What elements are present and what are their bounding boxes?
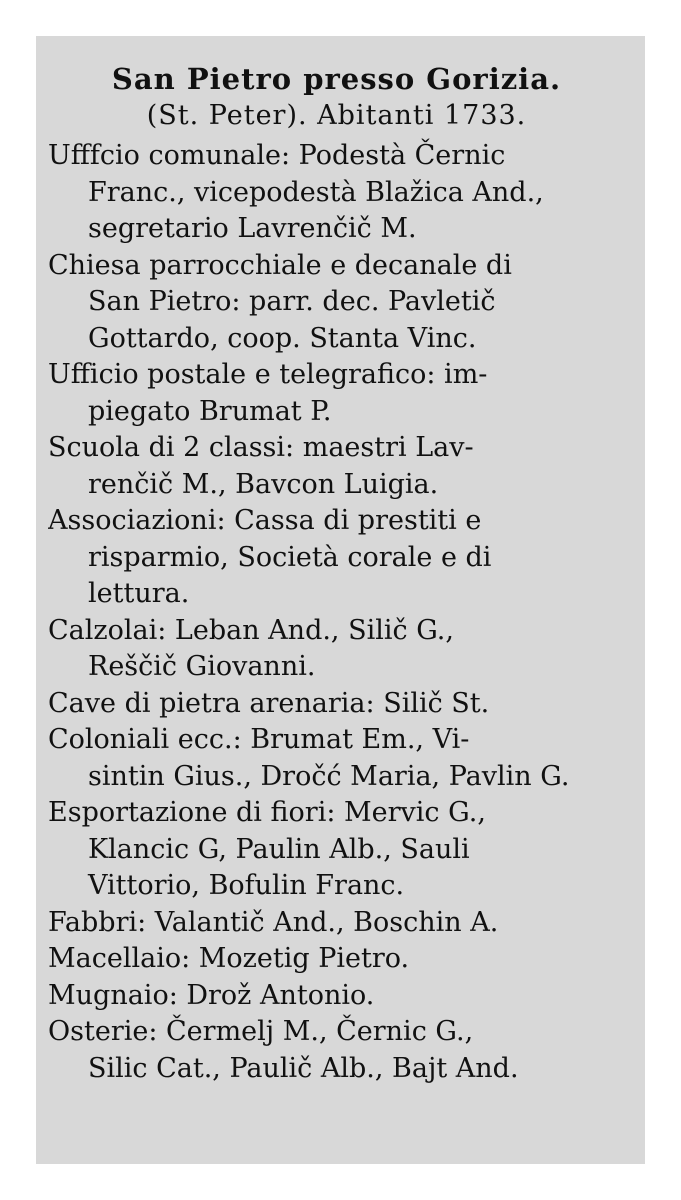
directory-entry xyxy=(48,613,625,686)
entry-line: segretario Lavrenčič M. xyxy=(88,213,417,244)
entry-line: risparmio, Società corale e di xyxy=(88,541,492,573)
scanned-page xyxy=(36,36,645,1164)
entry-line: Macellaio: Mozetig Pietro. xyxy=(48,943,410,974)
entry-line: Reščič Giovanni. xyxy=(88,651,316,682)
entry-line: renčič M., Bavcon Luigia. xyxy=(88,468,439,500)
entry-line: Klancic G, Paulin Alb., Sauli xyxy=(88,833,470,865)
entry-line: piegato Brumat P. xyxy=(88,395,332,427)
entry-line: Coloniali ecc.: Brumat Em., Vi- xyxy=(48,724,470,755)
directory-entry xyxy=(48,686,625,723)
entry-line: Associazioni: Cassa di prestiti e xyxy=(48,505,482,536)
entry-line: Fabbri: Valantič And., Boschin A. xyxy=(48,906,499,938)
directory-entry xyxy=(48,978,625,1015)
entry-line: Mugnaio: Drož Antonio. xyxy=(48,979,375,1011)
entry-line: Esportazione di fiori: Mervic G., xyxy=(48,797,486,828)
page-title: San Pietro presso Gorizia. xyxy=(111,62,562,96)
directory-entry xyxy=(48,138,625,248)
entry-line: Chiesa parrocchiale e decanale di xyxy=(48,249,512,281)
directory-entry xyxy=(48,722,625,795)
entry-line: Ufffcio comunale: Podestà Černic xyxy=(48,140,506,171)
entry-line: sintin Gius., Dročć Maria, Pavlin G. xyxy=(88,760,570,792)
entry-line: lettura. xyxy=(88,578,190,609)
entry-line: Silic Cat., Paulič Alb., Bajt And. xyxy=(88,1052,519,1084)
entry-line: Osterie: Čermelj M., Černic G., xyxy=(48,1016,474,1047)
entry-line: Calzolai: Leban And., Silič G., xyxy=(48,614,454,646)
directory-entry xyxy=(48,905,625,942)
directory-entry xyxy=(48,503,625,613)
directory-entry xyxy=(48,248,625,358)
directory-entry xyxy=(48,430,625,503)
directory-entries xyxy=(48,138,625,1087)
directory-entry xyxy=(48,795,625,905)
directory-entry xyxy=(48,357,625,430)
entry-line: Franc., vicepodestà Blažica And., xyxy=(88,176,544,208)
entry-line: San Pietro: parr. dec. Pavletič xyxy=(88,286,496,317)
directory-entry xyxy=(48,1014,625,1087)
entry-line: Ufficio postale e telegrafico: im- xyxy=(48,359,488,390)
entry-line: Vittorio, Bofulin Franc. xyxy=(88,870,405,901)
page-subtitle: (St. Peter). Abitanti 1733. xyxy=(146,100,527,131)
directory-entry xyxy=(48,941,625,978)
entry-line: Gottardo, coop. Stanta Vinc. xyxy=(88,322,477,354)
entry-line: Cave di pietra arenaria: Silič St. xyxy=(48,687,490,719)
entry-line: Scuola di 2 classi: maestri Lav- xyxy=(48,432,474,463)
